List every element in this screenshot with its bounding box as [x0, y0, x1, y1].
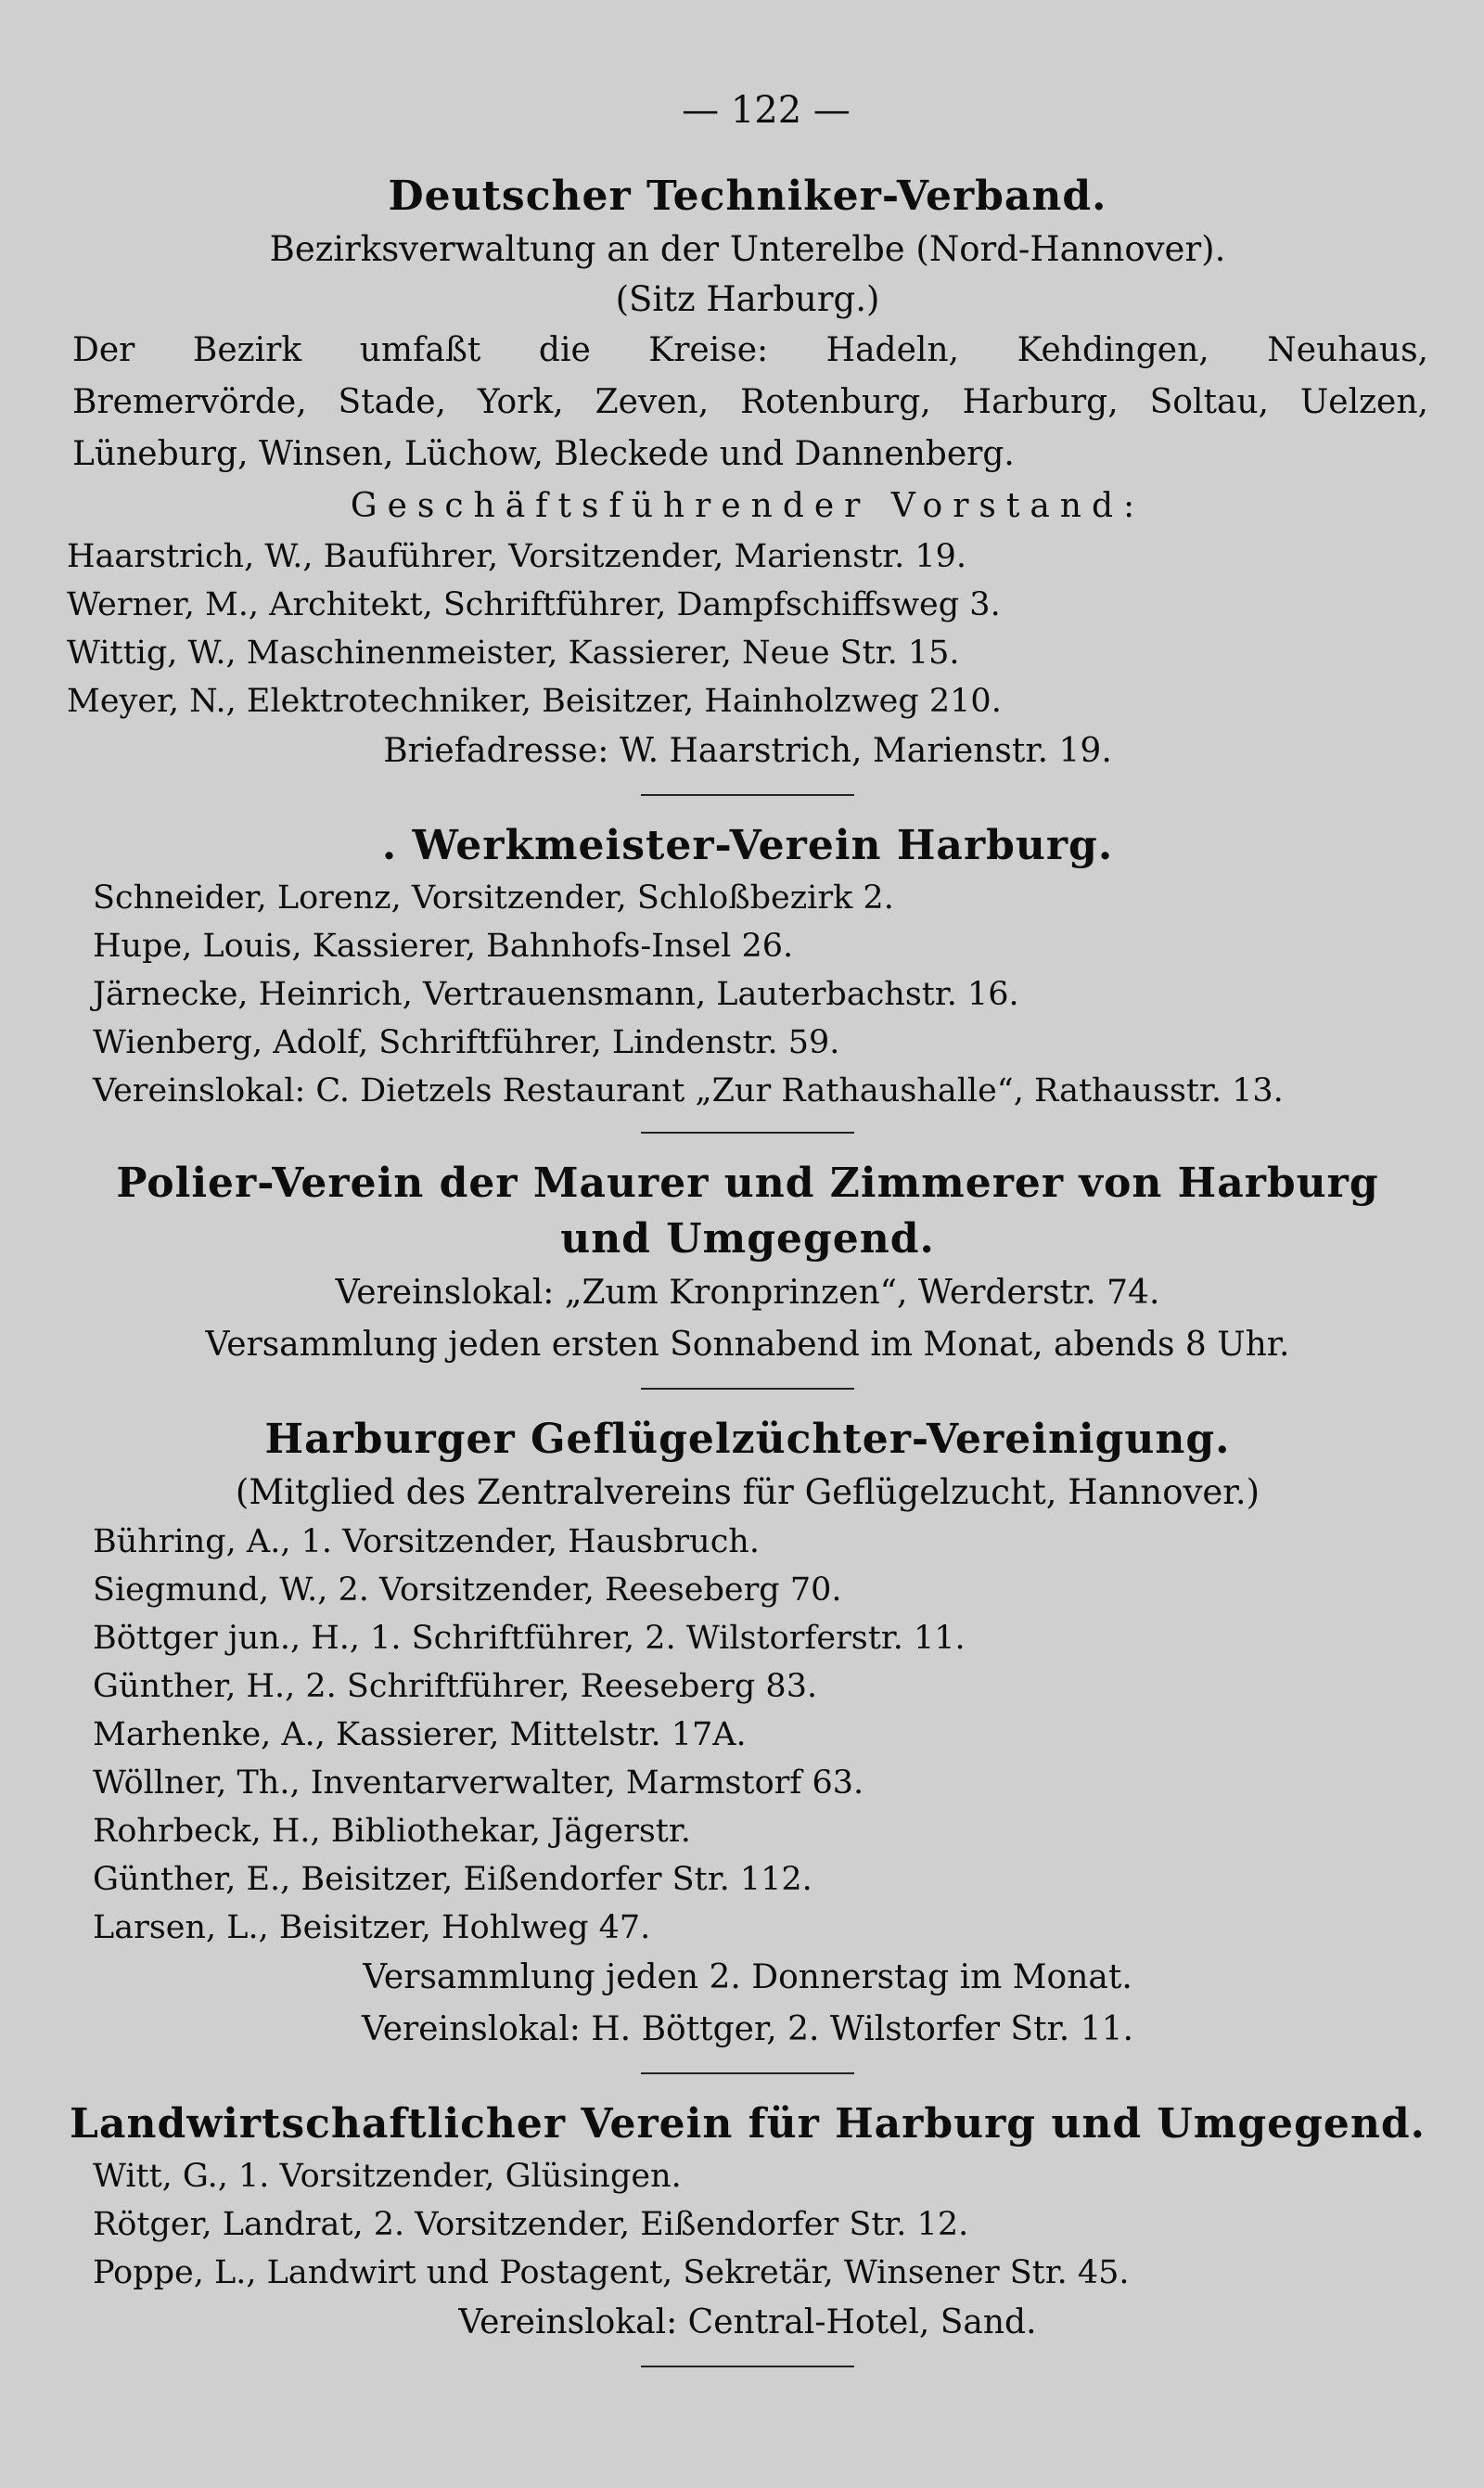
member-entry: Böttger jun., H., 1. Schriftführer, 2. Wilstorferstr. 11. [93, 1620, 966, 1657]
section-subtitle: Bezirksverwaltung an der Unterelbe (Nord-Hannover). [269, 229, 1226, 269]
member-entry: Werner, M., Architekt, Schriftführer, Dampfschiffsweg 3. [67, 586, 1001, 623]
paragraph-line: Bremervörde, Stade, York, Zeven, Rotenburg, Harburg, Soltau, Uelzen, [72, 383, 1428, 421]
section-title: . Werkmeister-Verein Harburg. [381, 822, 1114, 869]
member-entry: Wittig, W., Maschinenmeister, Kassierer, Neue Str. 15. [67, 635, 960, 672]
section-divider [641, 2072, 854, 2074]
section-divider [641, 1132, 854, 1134]
club-venue: Vereinslokal: C. Dietzels Restaurant „Zur Rathaushalle“, Rathausstr. 13. [93, 1072, 1284, 1109]
section-subtitle: (Sitz Harburg.) [615, 279, 880, 319]
district-paragraph [67, 325, 1428, 481]
section-title: Landwirtschaftlicher Verein für Harburg und Umgegend. [70, 2100, 1426, 2148]
member-entry: Bühring, A., 1. Vorsitzender, Hausbruch. [93, 1523, 760, 1560]
member-entry: Marhenke, A., Kassierer, Mittelstr. 17A. [93, 1716, 747, 1753]
club-venue: Vereinslokal: „Zum Kronprinzen“, Werderstr. 74. [335, 1274, 1160, 1312]
paragraph-line: Lüneburg, Winsen, Lüchow, Bleckede und Dannenberg. [72, 435, 1015, 473]
member-entry: Günther, E., Beisitzer, Eißendorfer Str. 112. [93, 1861, 812, 1898]
club-venue: Vereinslokal: H. Böttger, 2. Wilstorfer Str. 11. [362, 2010, 1133, 2048]
member-entry: Hupe, Louis, Kassierer, Bahnhofs-Insel 26. [93, 928, 794, 965]
board-heading: Geschäftsführender Vorstand: [350, 487, 1145, 525]
member-entry: Günther, H., 2. Schriftführer, Reeseberg 83. [93, 1668, 818, 1705]
member-entry: Haarstrich, W., Bauführer, Vorsitzender, Marienstr. 19. [67, 538, 967, 575]
member-entry: Meyer, N., Elektrotechniker, Beisitzer, Hainholzweg 210. [67, 683, 1002, 720]
meeting-schedule: Versammlung jeden ersten Sonnabend im Monat, abends 8 Uhr. [205, 1326, 1290, 1364]
section-divider [641, 2366, 854, 2367]
section-gefluegelzuechter [67, 1412, 1428, 2056]
member-entry: Järnecke, Heinrich, Vertrauensmann, Lauterbachstr. 16. [93, 976, 1019, 1013]
meeting-schedule: Versammlung jeden 2. Donnerstag im Monat. [363, 1958, 1132, 1996]
member-entry: Poppe, L., Landwirt und Postagent, Sekretär, Winsener Str. 45. [93, 2254, 1130, 2291]
member-entry: Witt, G., 1. Vorsitzender, Glüsingen. [93, 2158, 682, 2195]
member-entry: Siegmund, W., 2. Vorsitzender, Reeseberg 70. [93, 1571, 842, 1609]
club-venue: Vereinslokal: Central-Hotel, Sand. [458, 2303, 1037, 2341]
section-title: Polier-Verein der Maurer und Zimmerer von Harburg [116, 1160, 1379, 1207]
section-werkmeister-verein [67, 818, 1428, 1115]
section-subtitle: (Mitglied des Zentralvereins für Geflügelzucht, Hannover.) [235, 1472, 1260, 1512]
member-entry: Wöllner, Th., Inventarverwalter, Marmstorf 63. [93, 1764, 864, 1802]
paragraph-line: Der Bezirk umfaßt die Kreise: Hadeln, Kehdingen, Neuhaus, [72, 331, 1428, 369]
page-number: — 122 — [682, 89, 851, 132]
section-title: Deutscher Techniker-Verband. [388, 173, 1107, 220]
member-entry: Larsen, L., Beisitzer, Hohlweg 47. [93, 1909, 651, 1946]
section-divider [641, 1388, 854, 1390]
section-title-continued: und Umgegend. [560, 1215, 935, 1263]
member-entry: Schneider, Lorenz, Vorsitzender, Schloßbezirk 2. [93, 879, 894, 917]
section-polier-verein [67, 1156, 1428, 1371]
member-entry: Wienberg, Adolf, Schriftführer, Lindenstr. 59. [93, 1024, 840, 1061]
section-landwirtschaftlicher-verein [67, 2097, 1428, 2349]
member-entry: Rohrbeck, H., Bibliothekar, Jägerstr. [93, 1813, 691, 1850]
section-title: Harburger Geflügelzüchter-Vereinigung. [264, 1416, 1231, 1463]
letter-address: Briefadresse: W. Haarstrich, Marienstr. 19. [383, 732, 1112, 770]
section-techniker-verband [67, 169, 1428, 777]
section-divider [641, 794, 854, 796]
member-entry: Rötger, Landrat, 2. Vorsitzender, Eißendorfer Str. 12. [93, 2206, 969, 2243]
